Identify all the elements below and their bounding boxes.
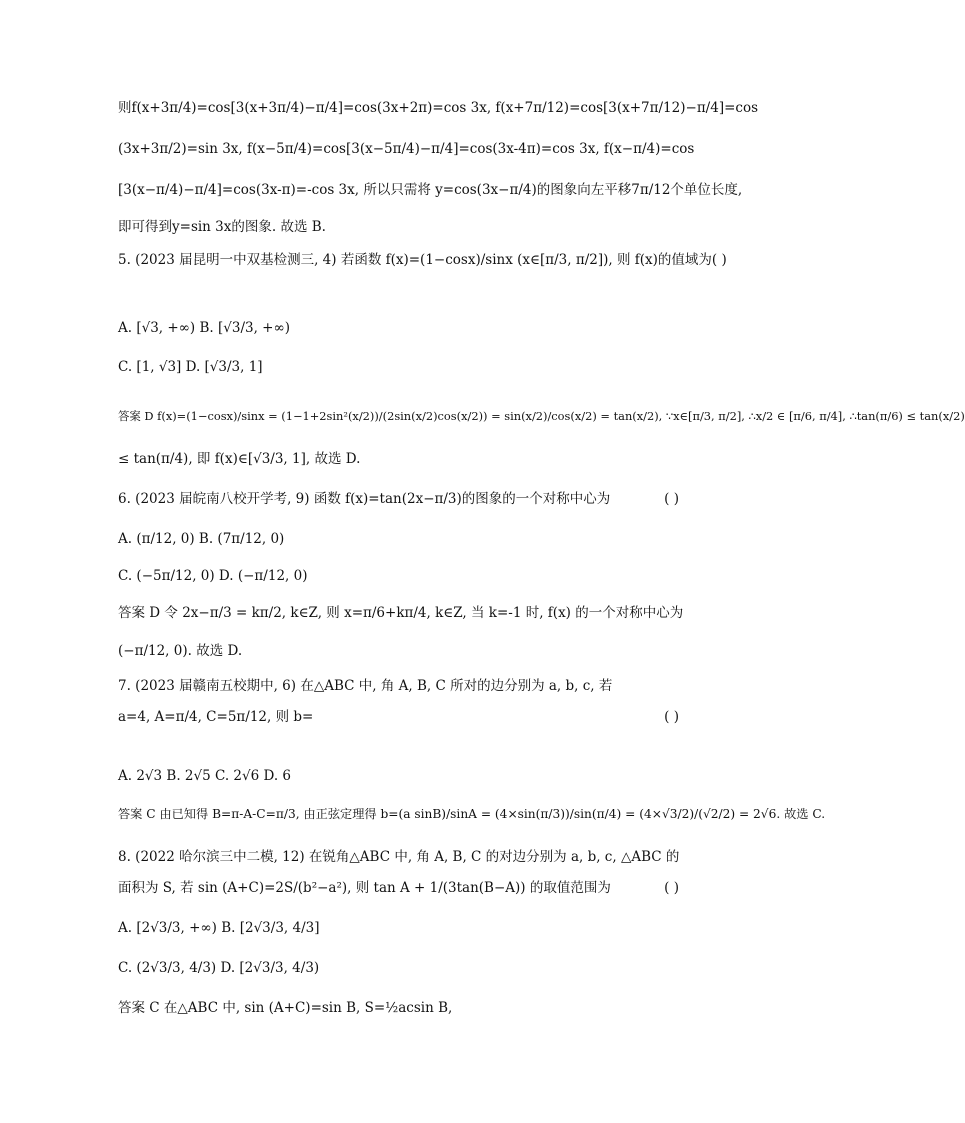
question-8-paren: ( ) [664,880,679,896]
answer-6-cont: (−π/12, 0). 故选 D. [118,643,243,659]
question-8-cont: 面积为 S, 若 sin (A+C)=2S/(b²−a²), 则 tan A + 1/(3tan(B−A)) 的取值范围为 [118,880,611,896]
answer-6: 答案 D 令 2x−π/3 = kπ/2, k∈Z, 则 x=π/6+kπ/4, k∈Z, 当 k=-1 时, f(x) 的一个对称中心为 [118,605,684,621]
question-7: 7. (2023 届赣南五校期中, 6) 在△ABC 中, 角 A, B, C 所对的边分别为 a, b, c, 若 [118,678,613,694]
text-line-4: 即可得到y=sin 3x的图象. 故选 B. [118,219,326,235]
question-8-options-ab: A. [2√3/3, +∞) B. [2√3/3, 4/3] [118,920,320,936]
answer-7: 答案 C 由已知得 B=π-A-C=π/3, 由正弦定理得 b=(a sinB)/sinA = (4×sin(π/3))/sin(π/4) = (4×√3/2)/(√2/2) = 2√6. 故选 C. [118,807,826,821]
text-line-1: 则f(x+3π/4)=cos[3(x+3π/4)−π/4]=cos(3x+2π)=cos 3x, f(x+7π/12)=cos[3(x+7π/12)−π/4]=cos [118,100,759,116]
question-8-options-cd: C. (2√3/3, 4/3) D. [2√3/3, 4/3) [118,960,320,976]
question-6-options-ab: A. (π/12, 0) B. (7π/12, 0) [118,531,285,547]
question-7-paren: ( ) [664,709,679,725]
text-line-3: [3(x−π/4)−π/4]=cos(3x-π)=-cos 3x, 所以只需将 y=cos(3x−π/4)的图象向左平移7π/12个单位长度, [118,182,743,198]
question-5-options-cd: C. [1, √3] D. [√3/3, 1] [118,359,263,375]
question-7-cont: a=4, A=π/4, C=5π/12, 则 b= [118,709,314,725]
question-6-options-cd: C. (−5π/12, 0) D. (−π/12, 0) [118,568,308,584]
question-6: 6. (2023 届皖南八校开学考, 9) 函数 f(x)=tan(2x−π/3)的图象的一个对称中心为 [118,491,611,507]
text-line-2: (3x+3π/2)=sin 3x, f(x−5π/4)=cos[3(x−5π/4)−π/4]=cos(3x-4π)=cos 3x, f(x−π/4)=cos [118,141,695,157]
answer-8: 答案 C 在△ABC 中, sin (A+C)=sin B, S=½acsin B, [118,1000,453,1016]
question-6-paren: ( ) [664,491,679,507]
answer-5-cont: ≤ tan(π/4), 即 f(x)∈[√3/3, 1], 故选 D. [118,451,361,467]
question-7-options: A. 2√3 B. 2√5 C. 2√6 D. 6 [118,768,291,784]
answer-5: 答案 D f(x)=(1−cosx)/sinx = (1−1+2sin²(x/2))/(2sin(x/2)cos(x/2)) = sin(x/2)/cos(x/2) = tan(x/2), ∵x∈[π/3, π/2], ∴x/2 ∈ [π/6, π/4], ∴tan(π/6) ≤ tan(x/2) [118,409,965,423]
question-5-options-ab: A. [√3, +∞) B. [√3/3, +∞) [118,320,290,336]
question-5: 5. (2023 届昆明一中双基检测三, 4) 若函数 f(x)=(1−cosx)/sinx (x∈[π/3, π/2]), 则 f(x)的值域为( ) [118,252,727,268]
question-8: 8. (2022 哈尔滨三中二模, 12) 在锐角△ABC 中, 角 A, B, C 的对边分别为 a, b, c, △ABC 的 [118,849,680,865]
